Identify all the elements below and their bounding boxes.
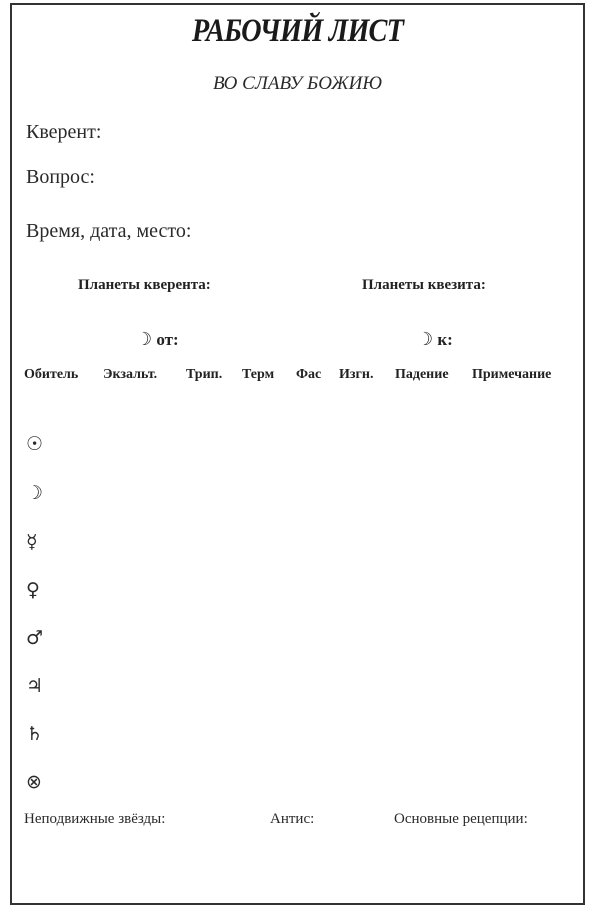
fixed-stars-label: Неподвижные звёзды:: [24, 811, 166, 827]
column-header-note: Примечание: [472, 367, 552, 382]
planets-querent-label: Планеты кверента:: [78, 277, 211, 293]
column-header-face: Фас: [296, 367, 322, 382]
moon-to-text: к:: [433, 330, 453, 349]
column-header-exaltation: Экзальт.: [103, 367, 158, 382]
column-header-term: Терм: [242, 367, 275, 382]
jupiter-icon: ♃: [26, 675, 44, 697]
sun-icon: ☉: [26, 433, 44, 455]
worksheet-subtitle: ВО СЛАВУ БОЖИЮ: [212, 73, 383, 94]
part-of-fortune-icon: ⊗: [26, 771, 42, 793]
moon-icon: ☽: [26, 482, 44, 504]
moon-from-label: [136, 329, 179, 350]
column-header-fall: Падение: [395, 367, 449, 382]
antiscia-label: Антис:: [270, 811, 315, 827]
querent-field-label: Кверент:: [26, 121, 102, 143]
moon-icon: ☽: [136, 329, 153, 350]
receptions-label: Основные рецепции:: [394, 811, 528, 827]
moon-icon: ☽: [417, 329, 434, 350]
column-header-domicile: Обитель: [24, 367, 79, 382]
time-date-place-field-label: Время, дата, место:: [26, 220, 192, 242]
moon-from-text: от:: [152, 330, 179, 349]
column-header-detriment: Изгн.: [339, 367, 374, 382]
moon-to-label: [417, 329, 453, 350]
mars-icon: ♂: [26, 627, 44, 649]
saturn-icon: ♄: [26, 723, 44, 745]
venus-icon: ♀: [26, 579, 40, 601]
mercury-icon: ☿: [26, 531, 38, 553]
worksheet: [10, 3, 585, 905]
worksheet-title: РАБОЧИЙ ЛИСТ: [191, 13, 404, 49]
planets-quesited-label: Планеты квезита:: [362, 277, 486, 293]
question-field-label: Вопрос:: [26, 166, 95, 188]
column-header-triplicity: Трип.: [186, 367, 223, 382]
